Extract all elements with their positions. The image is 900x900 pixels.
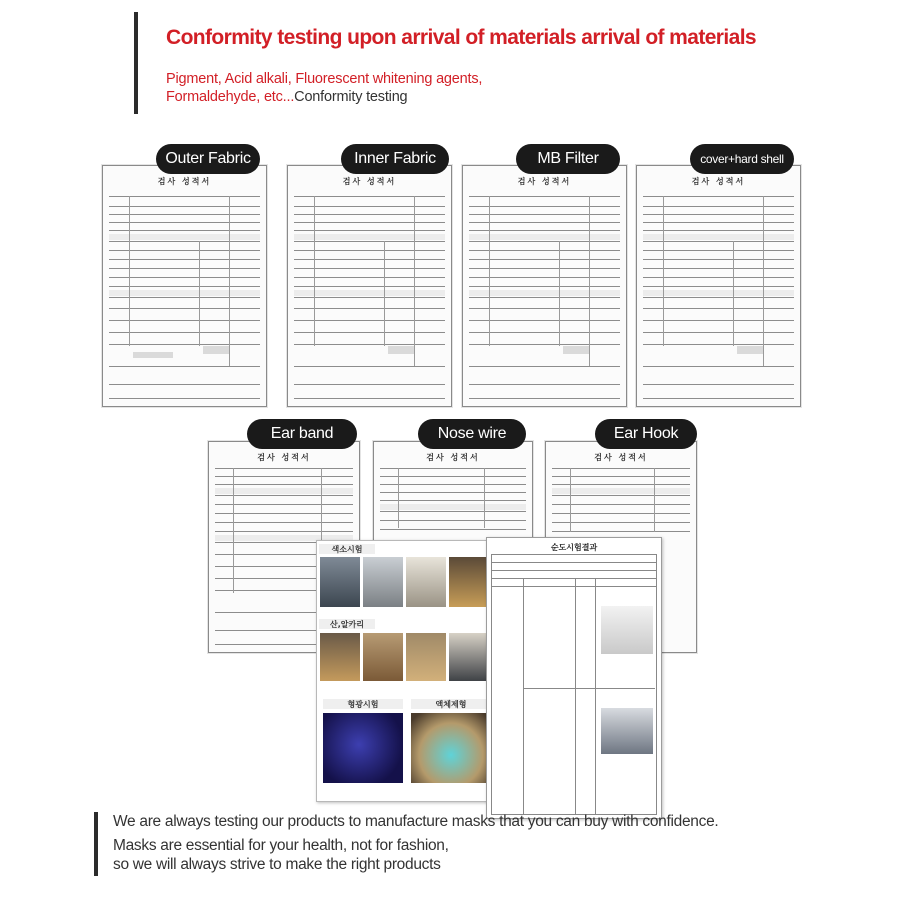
photo-reagent-4 (449, 633, 489, 681)
section-acid-alkali: 산,알카리 (319, 619, 375, 629)
photo-reagent-2 (363, 633, 403, 681)
sheet-title: 검사 성적서 (342, 177, 397, 186)
photo-uv-light (323, 713, 403, 783)
label-ear-band: Ear band (247, 419, 357, 449)
photo-reagent-3 (406, 633, 446, 681)
purity-test-result-sheet (486, 537, 662, 819)
footer-accent-bar (94, 812, 98, 876)
sheet-title: 검사 성적서 (257, 453, 311, 462)
footer-line-3: so we will always strive to make the right products (113, 856, 441, 873)
photo-filtration-apparatus (601, 708, 653, 754)
subtitle-line-2 (166, 89, 407, 105)
label-ear-hook: Ear Hook (595, 419, 697, 449)
section-fluorescence: 형광시험 (323, 699, 403, 709)
photo-scale-2 (363, 557, 403, 607)
subtitle-text-1: Pigment, Acid alkali, Fluorescent whitening agents, (166, 71, 483, 87)
sheet-title: 검사 성적서 (157, 177, 212, 186)
header-accent-bar (134, 12, 138, 114)
subtitle-text-2-red: Formaldehyde, etc... (166, 89, 295, 105)
label-cover-hard-shell: cover+hard shell (690, 144, 794, 174)
sheet-title: 검사 성적서 (691, 177, 746, 186)
sheet-title: 검사 성적서 (426, 453, 480, 462)
footer-line-1: We are always testing our products to manufacture masks that you can buy with confidence. (113, 813, 719, 830)
label-mb-filter: MB Filter (516, 144, 620, 174)
label-outer-fabric: Outer Fabric (156, 144, 260, 174)
sheet-title: 검사 성적서 (517, 177, 572, 186)
photo-liquid-dish (411, 713, 491, 783)
photo-beaker (406, 557, 446, 607)
result-sheet-title: 순도시험결과 (550, 543, 598, 552)
photo-flask-sample (601, 606, 653, 654)
page-title: Conformity testing upon arrival of materials arrival of materials (166, 26, 757, 49)
test-report-outer-fabric (102, 165, 267, 407)
footer-line-2: Masks are essential for your health, not for fashion, (113, 837, 449, 854)
photo-scale-1 (320, 557, 360, 607)
section-liquid-form: 액체제형 (411, 699, 491, 709)
test-report-cover-hard-shell (636, 165, 801, 407)
subtitle-line-1 (166, 71, 482, 87)
test-report-inner-fabric (287, 165, 452, 407)
label-nose-wire: Nose wire (418, 419, 526, 449)
sheet-title: 검사 성적서 (594, 453, 648, 462)
subtitle-text-2-dark: Conformity testing (294, 89, 408, 105)
label-inner-fabric: Inner Fabric (341, 144, 449, 174)
section-pigment-test: 색소시험 (319, 544, 375, 554)
test-report-mb-filter (462, 165, 627, 407)
photo-reagent-1 (320, 633, 360, 681)
photo-bottle (449, 557, 489, 607)
photo-test-sheet (316, 540, 502, 802)
